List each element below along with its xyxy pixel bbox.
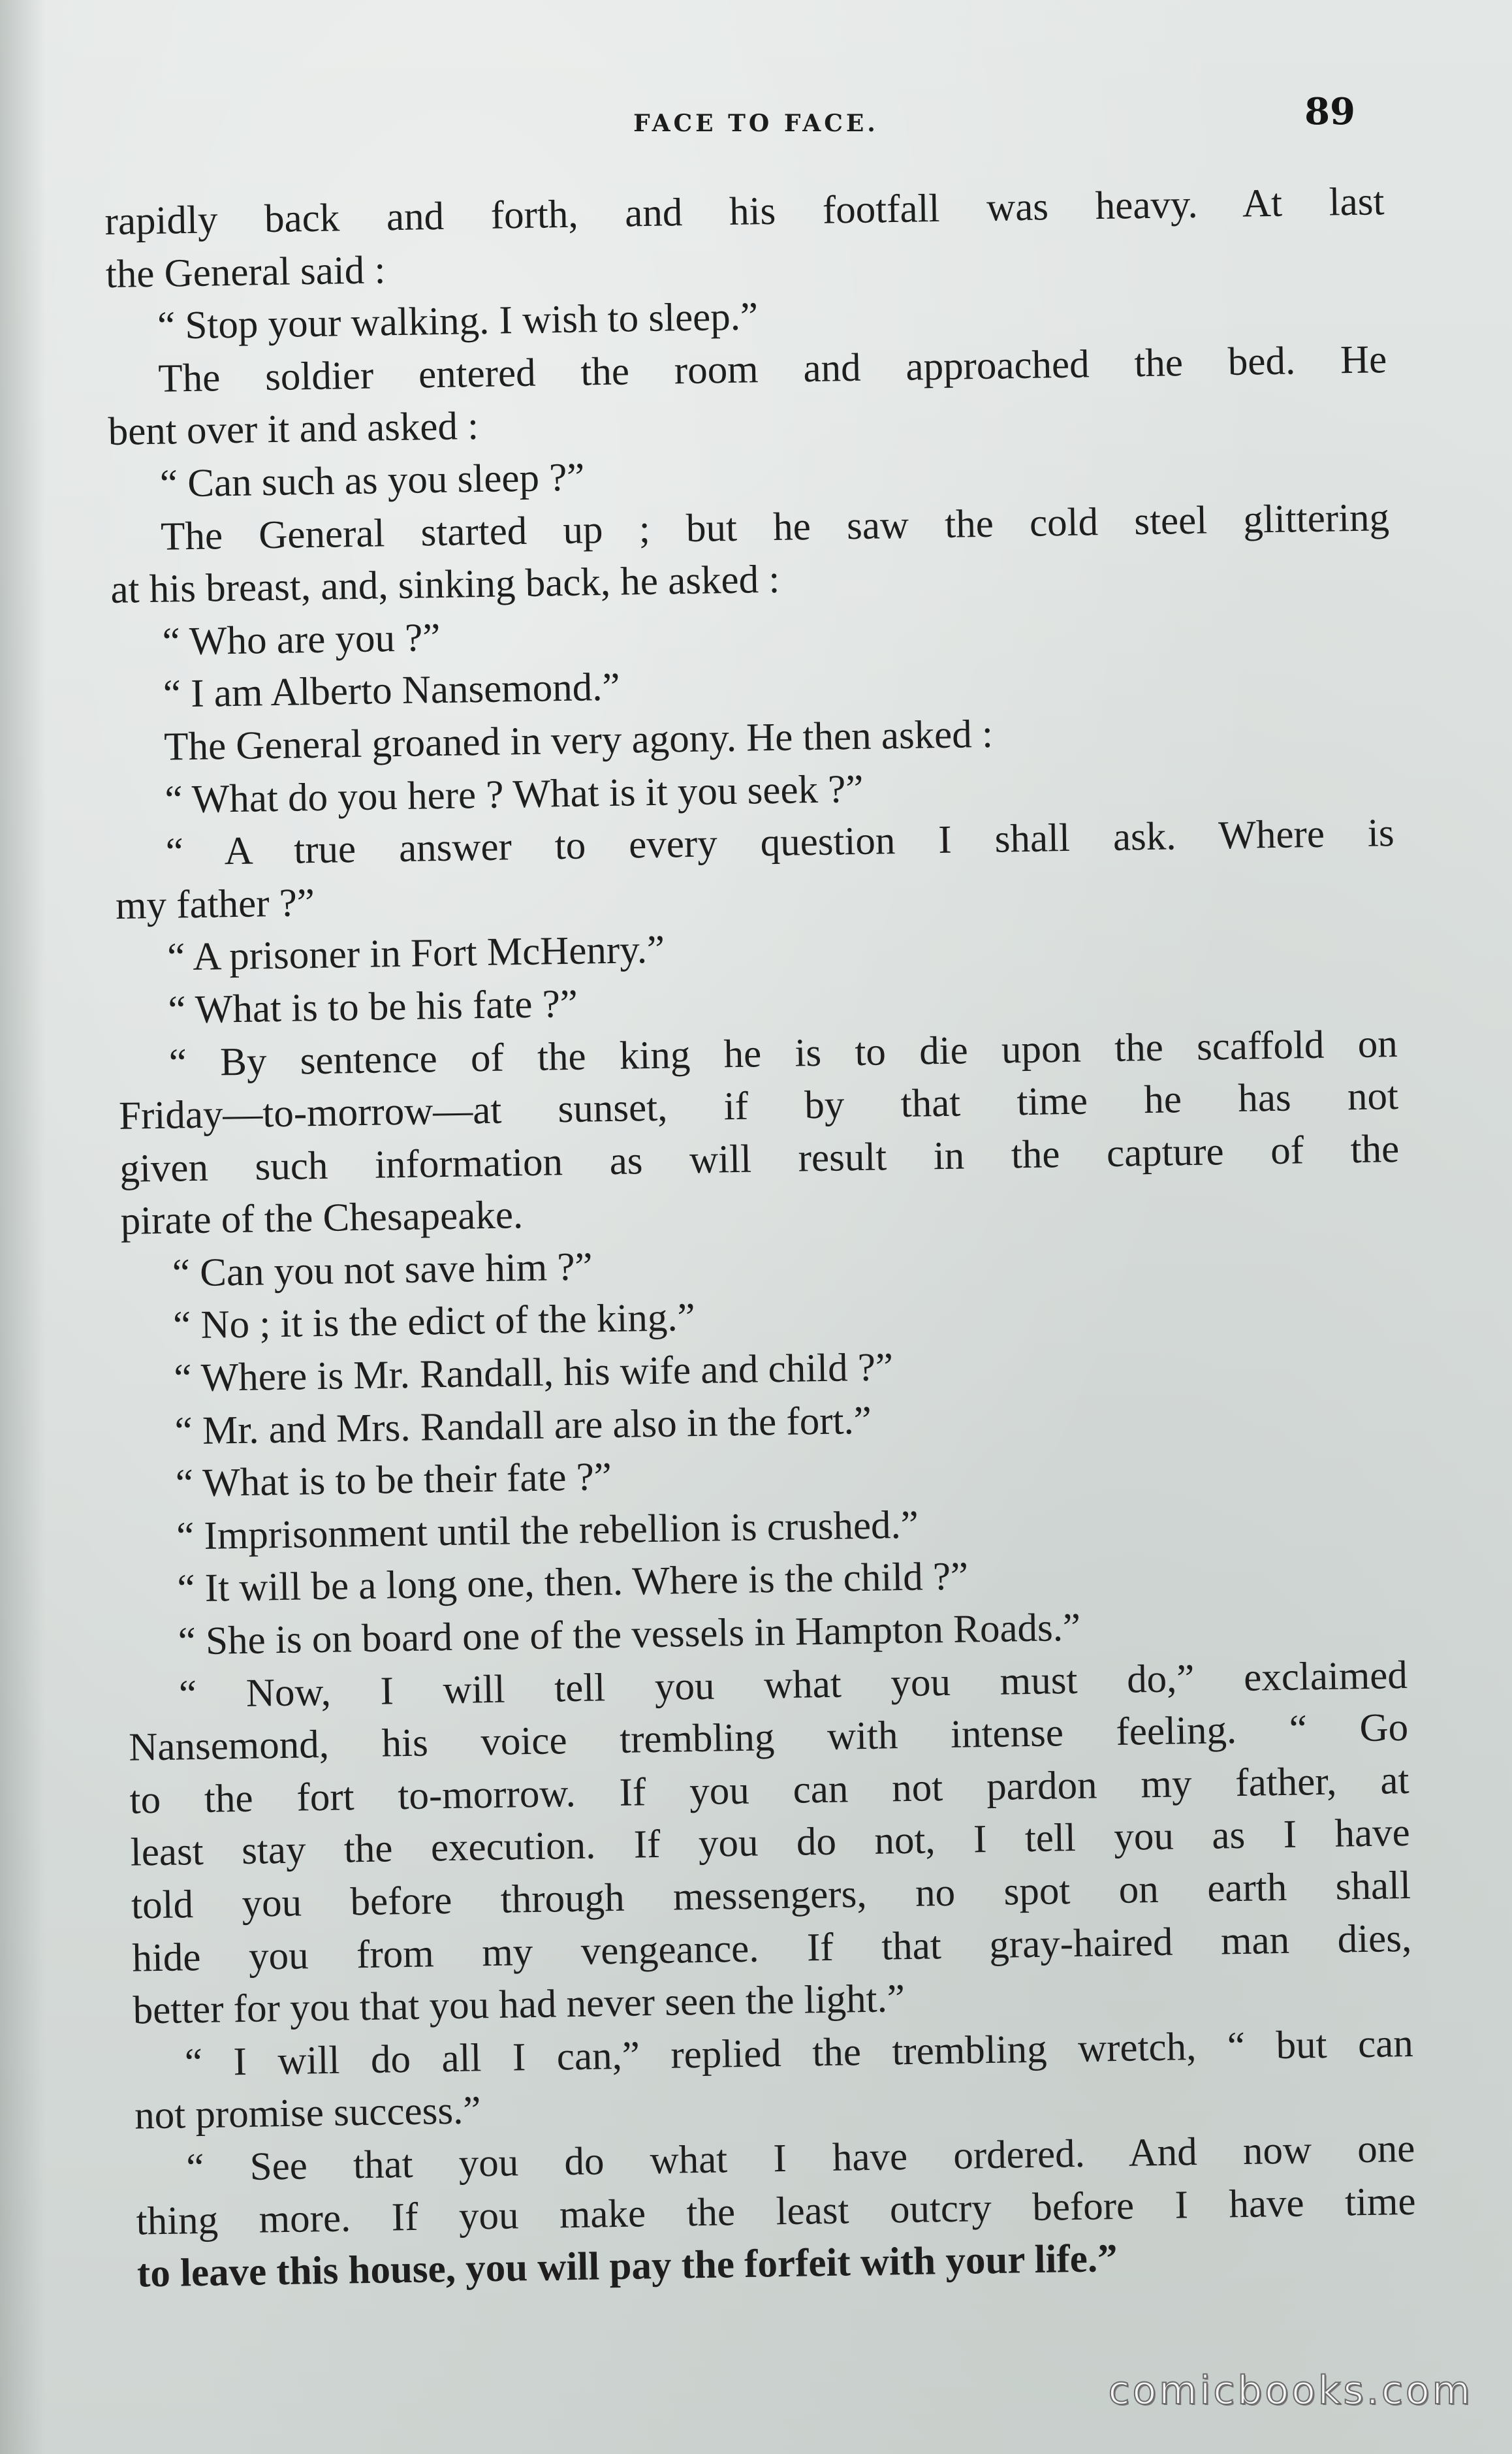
text-line: not promise success.” bbox=[134, 2088, 481, 2139]
text-line: “ Mr. and Mrs. Randall are also in the fort.” bbox=[174, 1398, 872, 1454]
text-line: “ Imprisonment until the rebellion is crushed.” bbox=[176, 1503, 919, 1559]
text-line: “ See that you do what I have ordered. And now one bbox=[185, 2126, 1415, 2190]
text-line: the General said : bbox=[105, 247, 386, 296]
text-line: better for you that you had never seen the light.” bbox=[133, 1977, 906, 2033]
text-line: “ Now, I will tell you what you must do,” exclaimed bbox=[178, 1653, 1408, 1717]
text-line: “ A prisoner in Fort McHenry.” bbox=[166, 927, 665, 980]
page-number: 89 bbox=[1304, 90, 1355, 133]
text-line: told you before through messengers, no spot on earth shall bbox=[131, 1863, 1411, 1928]
text-line: rapidly back and forth, and his footfall was heavy. At last bbox=[104, 180, 1385, 244]
text-line: Nansemond, his voice trembling with intense feeling. “ Go bbox=[128, 1706, 1409, 1770]
text-line: least stay the execution. If you do not, I tell you as I have bbox=[130, 1811, 1411, 1875]
text-line: to leave this house, you will pay the forfeit with your life.” bbox=[136, 2237, 1118, 2296]
text-line: “ Can such as you sleep ?” bbox=[159, 455, 585, 506]
page-edge-shadow bbox=[0, 0, 46, 2454]
text-line: “ She is on board one of the vessels in Hampton Roads.” bbox=[178, 1605, 1081, 1664]
text-line: my father ?” bbox=[115, 880, 315, 928]
text-line: “ No ; it is the edict of the king.” bbox=[172, 1296, 696, 1348]
text-line: “ A true answer to every question I shall ask. Where is bbox=[165, 811, 1395, 874]
text-line: “ I will do all I can,” replied the trembling wretch, “ but can bbox=[184, 2021, 1414, 2085]
body-text bbox=[104, 176, 1417, 2301]
running-head: FACE TO FACE. bbox=[633, 110, 879, 137]
text-line: thing more. If you make the least outcry before I have time bbox=[136, 2179, 1417, 2244]
text-line: “ Who are you ?” bbox=[162, 615, 441, 664]
text-line: “ What do you here ? What is it you seek ?” bbox=[165, 767, 864, 822]
text-line: “ Stop your walking. I wish to sleep.” bbox=[157, 295, 759, 348]
text-line: The General groaned in very agony. He then asked : bbox=[163, 712, 994, 769]
text-line: “ What is to be their fate ?” bbox=[175, 1455, 612, 1506]
text-line: “ What is to be his fate ?” bbox=[168, 981, 578, 1032]
text-line: at his breast, and, sinking back, he asked : bbox=[110, 557, 780, 613]
text-line: “ I am Alberto Nansemond.” bbox=[163, 665, 621, 717]
text-line: “ By sentence of the king he is to die upon the scaffold on bbox=[168, 1021, 1398, 1085]
text-line: “ Can you not save him ?” bbox=[172, 1245, 593, 1296]
text-line: Friday—to-morrow—at sunset, if by that time he has not bbox=[118, 1074, 1399, 1138]
text-line: “ It will be a long one, then. Where is the child ?” bbox=[176, 1554, 969, 1611]
text-line: “ Where is Mr. Randall, his wife and child ?” bbox=[173, 1345, 894, 1401]
text-line: given such information as will result in the capture of the bbox=[119, 1126, 1400, 1191]
text-line: pirate of the Chesapeake. bbox=[120, 1193, 524, 1244]
text-line: The General started up ; but he saw the cold steel glittering bbox=[160, 495, 1390, 559]
text-line: The soldier entered the room and approached the bed. He bbox=[157, 337, 1387, 401]
text-line: hide you from my vengeance. If that gray-haired man dies, bbox=[131, 1916, 1412, 1981]
text-line: bent over it and asked : bbox=[108, 404, 479, 454]
text-line: to the fort to-morrow. If you can not pardon my father, at bbox=[129, 1758, 1410, 1823]
site-watermark: comicbooks.com bbox=[1108, 2368, 1473, 2414]
